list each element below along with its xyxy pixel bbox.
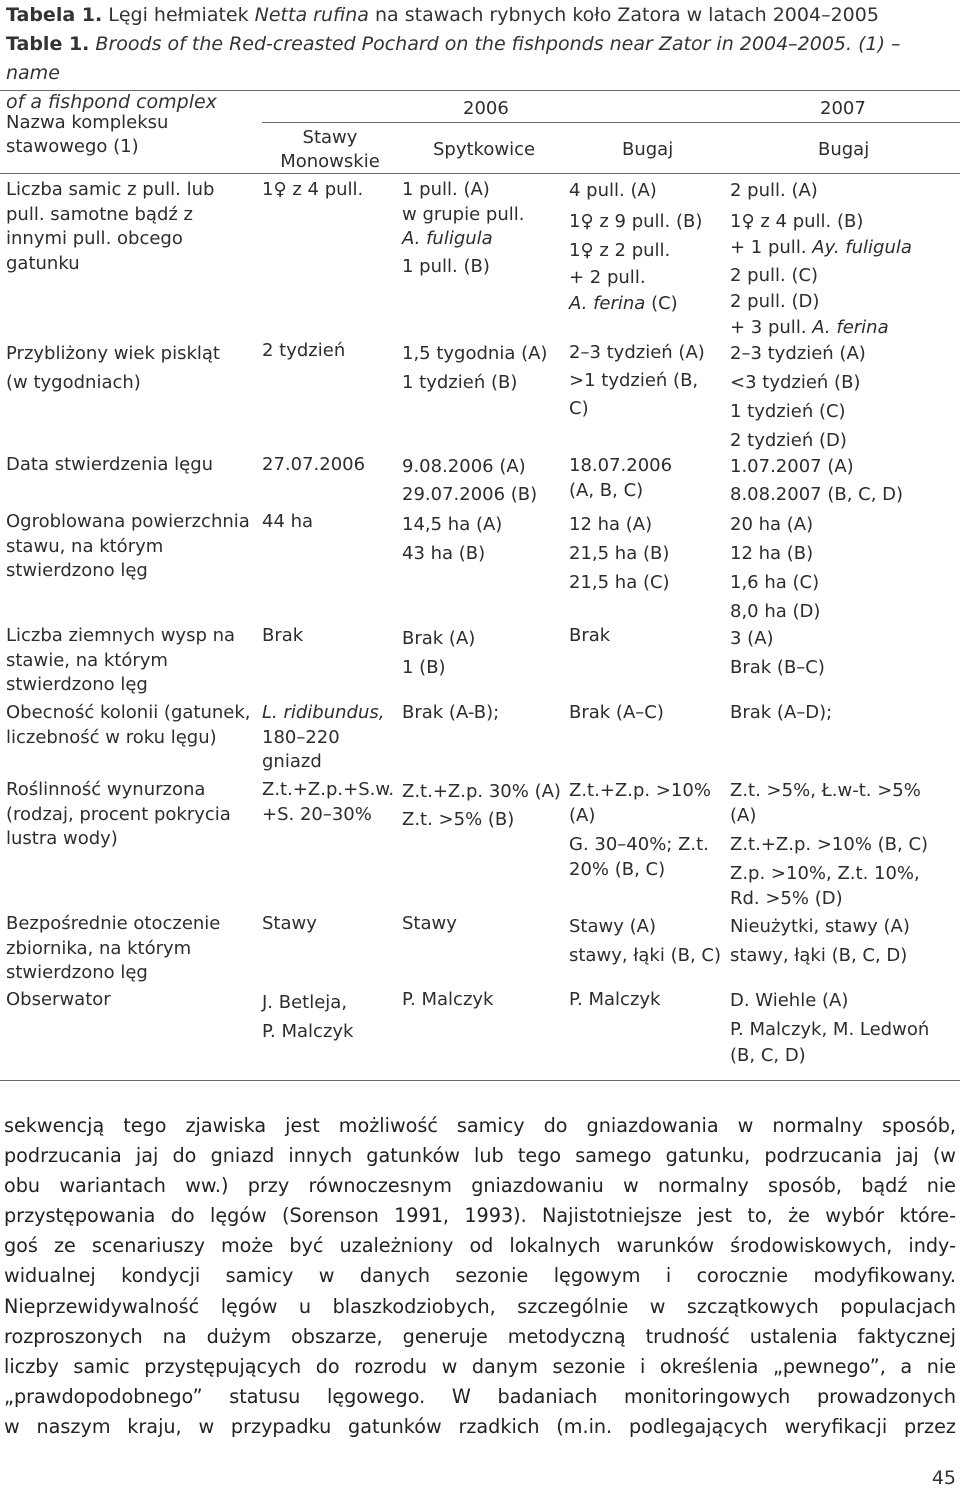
cell-line: (A)	[730, 805, 757, 826]
header-col-bugaj-2006: Bugaj	[622, 139, 674, 160]
cell-line: J. Betleja,	[262, 992, 348, 1013]
cell-line: <3 tydzień (B)	[730, 372, 861, 393]
cell-observer-bugaj2006: P. Malczyk	[569, 989, 661, 1010]
cell-line: 1 tydzień (C)	[730, 401, 846, 422]
cell-line: 29.07.2006 (B)	[402, 484, 538, 505]
row-label-vegetation	[6, 778, 231, 852]
cell-line: +S. 20–30%	[262, 803, 372, 825]
table-bottom-rule	[0, 1080, 960, 1081]
cell-line: D. Wiehle (A)	[730, 990, 849, 1011]
caption-english	[6, 30, 958, 88]
cell-colony-bugaj2007: Brak (A–D);	[730, 702, 833, 723]
caption-text-en-2: of a fishpond complex	[6, 91, 217, 113]
cell-vegetation-bugaj2006	[569, 778, 711, 882]
label-line: Przybliżony wiek piskląt	[6, 343, 220, 364]
cell-females-bugaj2007	[730, 178, 912, 341]
cell-line: 2 tydzień (D)	[730, 430, 847, 451]
header-complex-line: stawowego (1)	[6, 136, 139, 157]
body-text-line: podrzucania jaj do gniazd innych gatunków lub tego samego gatunku, podrzucania jaj (w	[4, 1144, 956, 1168]
cell-line: 2 pull. (A)	[730, 180, 818, 201]
label-line: Obecność kolonii (gatunek,	[6, 702, 251, 723]
cell-vegetation-bugaj2007	[730, 778, 928, 911]
row-label-surroundings	[6, 912, 220, 986]
cell-surroundings-bugaj2007	[730, 912, 910, 970]
cell-line: stawy, łąki (B, C, D)	[730, 945, 908, 966]
body-text-line: rozproszonych na dużym obszarze, generuje metodyczną trudność ustalenia faktycznej	[4, 1324, 956, 1348]
body-paragraph	[4, 1111, 956, 1442]
row-label-age	[6, 339, 220, 397]
body-text-line: widualnej kondycji samicy w danych sezonie lęgowym i corocznie modyfikowany.	[4, 1264, 956, 1288]
caption-text-en-1: Broods of the Red-creasted Pochard on the fishponds near Zator in 2004–2005. (1) – name	[6, 33, 901, 84]
caption-text-pl-2: na stawach rybnych koło Zatora w latach 2004–2005	[368, 4, 879, 26]
cell-date-bugaj2006	[569, 453, 672, 503]
cell-surroundings-bugaj2006	[569, 912, 721, 970]
caption-polish	[6, 1, 958, 30]
cell-age-bugaj2006	[569, 339, 705, 423]
cell-line: 2 pull. (D)	[730, 291, 820, 313]
header-year-2006: 2006	[463, 98, 509, 119]
row-label-area	[6, 510, 250, 584]
cell-line: A. ferina (C)	[569, 293, 678, 314]
label-line: stawu, na którym	[6, 535, 164, 557]
cell-line: Z.t. >5%, Ł.w-t. >5%	[730, 780, 921, 801]
cell-line: 2–3 tydzień (A)	[569, 342, 705, 363]
cell-line: 4 pull. (A)	[569, 180, 657, 201]
cell-area-spytkowice	[402, 510, 502, 568]
cell-line: C)	[569, 398, 589, 419]
header-complex-label	[6, 111, 168, 159]
cell-line: Z.t.+Z.p. >10% (B, C)	[730, 834, 929, 855]
cell-females-bugaj2006	[569, 178, 702, 318]
label-line: Liczba ziemnych wysp na	[6, 625, 236, 646]
cell-line: Z.t. >5% (B)	[402, 809, 515, 830]
table-top-rule	[0, 90, 960, 91]
cell-line: Z.t.+Z.p. 30% (A)	[402, 781, 561, 802]
cell-line: P. Malczyk	[262, 1021, 354, 1042]
cell-colony-monowskie	[262, 701, 384, 775]
cell-colony-bugaj2006: Brak (A–C)	[569, 702, 664, 723]
row-label-females	[6, 178, 214, 276]
cell-line: 1.07.2007 (A)	[730, 456, 854, 477]
cell-line: Rd. >5% (D)	[730, 888, 843, 909]
cell-islands-bugaj2007	[730, 624, 825, 682]
cell-line: + 1 pull. Ay. fuligula	[730, 236, 912, 258]
cell-line: L. ridibundus,	[262, 702, 385, 723]
body-text-line: sekwencją tego zjawiska jest możliwość samicy do gniazdowania w normalny sposób,	[4, 1114, 956, 1137]
header-monowskie-line: Stawy	[302, 127, 358, 148]
cell-line: 2 pull. (C)	[730, 265, 819, 287]
cell-line: Brak (B–C)	[730, 657, 825, 678]
cell-line: + 3 pull. A. ferina	[730, 316, 889, 338]
cell-surroundings-monowskie: Stawy	[262, 913, 317, 934]
body-text-line: goś ze scenariuszy może być uzależniony od lokalnych warunków środowiskowych, indy-	[4, 1234, 956, 1258]
cell-line: A. fuligula	[402, 228, 493, 249]
cell-line: stawy, łąki (B, C)	[569, 945, 721, 966]
body-text-line: przystępowania do lęgów (Sorenson 1991, 1993). Najistotniejsze jest to, że wybór które-	[4, 1204, 956, 1228]
label-line: stwierdzono lęg	[6, 674, 148, 695]
cell-islands-spytkowice	[402, 624, 475, 682]
cell-line: + 2 pull.	[569, 266, 646, 288]
label-line: innymi pull. obcego	[6, 228, 183, 249]
cell-date-bugaj2007	[730, 453, 903, 509]
body-text-line: obu wariantach ww.) przy równoczesnym gniazdowaniu w normalny sposób, bądź nie	[4, 1174, 956, 1198]
cell-line: 1 (B)	[402, 657, 446, 678]
header-complex-line: Nazwa kompleksu	[6, 112, 169, 133]
caption-species: Netta rufina	[254, 4, 369, 26]
header-col-monowskie	[275, 126, 385, 174]
cell-line: 2–3 tydzień (A)	[730, 343, 866, 364]
cell-age-bugaj2007	[730, 339, 866, 455]
cell-line: w grupie pull.	[402, 203, 525, 225]
body-text-line: „prawdopodobnego” statusu lęgowego. W badaniach monitoringowych prowadzonych	[4, 1384, 956, 1408]
cell-age-monowskie: 2 tydzień	[262, 340, 346, 361]
cell-line: gniazd	[262, 751, 322, 772]
cell-line: Z.t.+Z.p. >10%	[569, 780, 711, 801]
cell-line: 12 ha (A)	[569, 514, 653, 535]
cell-area-bugaj2006	[569, 510, 670, 597]
body-text-line: Nieprzewidywalność lęgów u blaszkodziobych, szczególnie w szczątkowych populacjach	[4, 1294, 956, 1318]
cell-line: 14,5 ha (A)	[402, 514, 503, 535]
cell-line: 3 (A)	[730, 628, 774, 649]
cell-females-spytkowice	[402, 178, 524, 279]
cell-observer-monowskie	[262, 988, 353, 1046]
cell-line: Z.p. >10%, Z.t. 10%,	[730, 863, 920, 884]
label-line: stwierdzono lęg	[6, 962, 148, 983]
caption-text-pl-1: Lęgi hełmiatek	[102, 4, 255, 26]
cell-line: (B, C, D)	[730, 1045, 806, 1066]
cell-line: (A, B, C)	[569, 480, 644, 501]
year-underline-rule	[262, 122, 960, 123]
label-line: stwierdzono lęg	[6, 560, 148, 581]
cell-line: 8,0 ha (D)	[730, 601, 821, 622]
page-number: 45	[931, 1467, 956, 1489]
header-col-spytkowice: Spytkowice	[433, 139, 536, 160]
cell-line: 43 ha (B)	[402, 543, 486, 564]
body-text-line: w naszym kraju, w przypadku gatunków rzadkich (m.in. podlegających weryfikacji przez	[4, 1414, 956, 1438]
cell-line: >1 tydzień (B,	[569, 370, 699, 391]
cell-line: 1 pull. (A)	[402, 179, 490, 200]
header-col-bugaj-2007: Bugaj	[818, 139, 870, 160]
caption-label-pl: Tabela 1.	[6, 4, 103, 26]
cell-line: 1♀ z 9 pull. (B)	[569, 210, 703, 232]
row-label-islands	[6, 624, 235, 698]
label-line: (w tygodniach)	[6, 372, 141, 393]
cell-line: Z.t.+Z.p.+S.w.	[262, 779, 395, 800]
cell-line: 8.08.2007 (B, C, D)	[730, 484, 904, 505]
row-label-observer: Obserwator	[6, 989, 111, 1010]
cell-line: P. Malczyk, M. Ledwoń	[730, 1019, 930, 1040]
label-line: Ogroblowana powierzchnia	[6, 511, 250, 532]
cell-vegetation-spytkowice	[402, 778, 561, 834]
row-label-date: Data stwierdzenia lęgu	[6, 454, 214, 475]
caption-label-en: Table 1.	[6, 33, 90, 55]
cell-line: 12 ha (B)	[730, 543, 814, 564]
cell-line: Stawy (A)	[569, 916, 656, 937]
cell-line: 9.08.2006 (A)	[402, 456, 526, 477]
header-bottom-rule	[0, 173, 960, 174]
cell-line: 21,5 ha (C)	[569, 572, 670, 593]
cell-line: G. 30–40%; Z.t.	[569, 834, 709, 855]
cell-colony-spytkowice: Brak (A-B);	[402, 702, 500, 723]
cell-line: 18.07.2006	[569, 455, 673, 476]
cell-line: 1,5 tygodnia (A)	[402, 343, 548, 364]
label-line: Bezpośrednie otoczenie	[6, 913, 221, 934]
label-line: stawie, na którym	[6, 649, 168, 671]
cell-line: (A)	[569, 805, 596, 826]
cell-surroundings-spytkowice: Stawy	[402, 913, 457, 934]
cell-line: 180–220	[262, 726, 340, 748]
header-year-2007: 2007	[820, 98, 866, 119]
label-line: zbiornika, na którym	[6, 937, 192, 959]
label-line: lustra wody)	[6, 828, 118, 849]
label-line: (rodzaj, procent pokrycia	[6, 803, 231, 825]
cell-line: 1♀ z 4 pull. (B)	[730, 210, 864, 232]
label-line: pull. samotne bądź z	[6, 203, 193, 225]
cell-date-spytkowice	[402, 453, 537, 509]
cell-line: 1 tydzień (B)	[402, 372, 518, 393]
cell-age-spytkowice	[402, 339, 547, 397]
cell-line: 1♀ z 2 pull.	[569, 240, 671, 261]
cell-vegetation-monowskie	[262, 778, 394, 827]
label-line: liczebność w roku lęgu)	[6, 726, 217, 748]
row-label-colony	[6, 701, 251, 750]
cell-females-monowskie: 1♀ z 4 pull.	[262, 179, 364, 200]
cell-area-monowskie: 44 ha	[262, 511, 314, 532]
label-line: Roślinność wynurzona	[6, 779, 206, 800]
label-line: Liczba samic z pull. lub	[6, 179, 215, 200]
body-text-line: liczby samic przystępujących do rozrodu w danym sezonie i określenia „pewnego”, a nie	[4, 1354, 956, 1378]
cell-line: 20% (B, C)	[569, 859, 666, 880]
cell-line: Nieużytki, stawy (A)	[730, 916, 910, 937]
cell-line: Brak (A)	[402, 628, 476, 649]
cell-line: 20 ha (A)	[730, 514, 814, 535]
cell-area-bugaj2007	[730, 510, 820, 626]
cell-line: 1,6 ha (C)	[730, 572, 820, 593]
label-line: gatunku	[6, 252, 80, 274]
cell-islands-monowskie: Brak	[262, 625, 304, 646]
cell-date-monowskie: 27.07.2006	[262, 454, 366, 475]
cell-islands-bugaj2006: Brak	[569, 625, 611, 646]
cell-line: 21,5 ha (B)	[569, 543, 670, 564]
cell-observer-bugaj2007	[730, 988, 929, 1069]
header-monowskie-line: Monowskie	[280, 151, 380, 172]
cell-observer-spytkowice: P. Malczyk	[402, 989, 494, 1010]
cell-line: 1 pull. (B)	[402, 255, 490, 277]
